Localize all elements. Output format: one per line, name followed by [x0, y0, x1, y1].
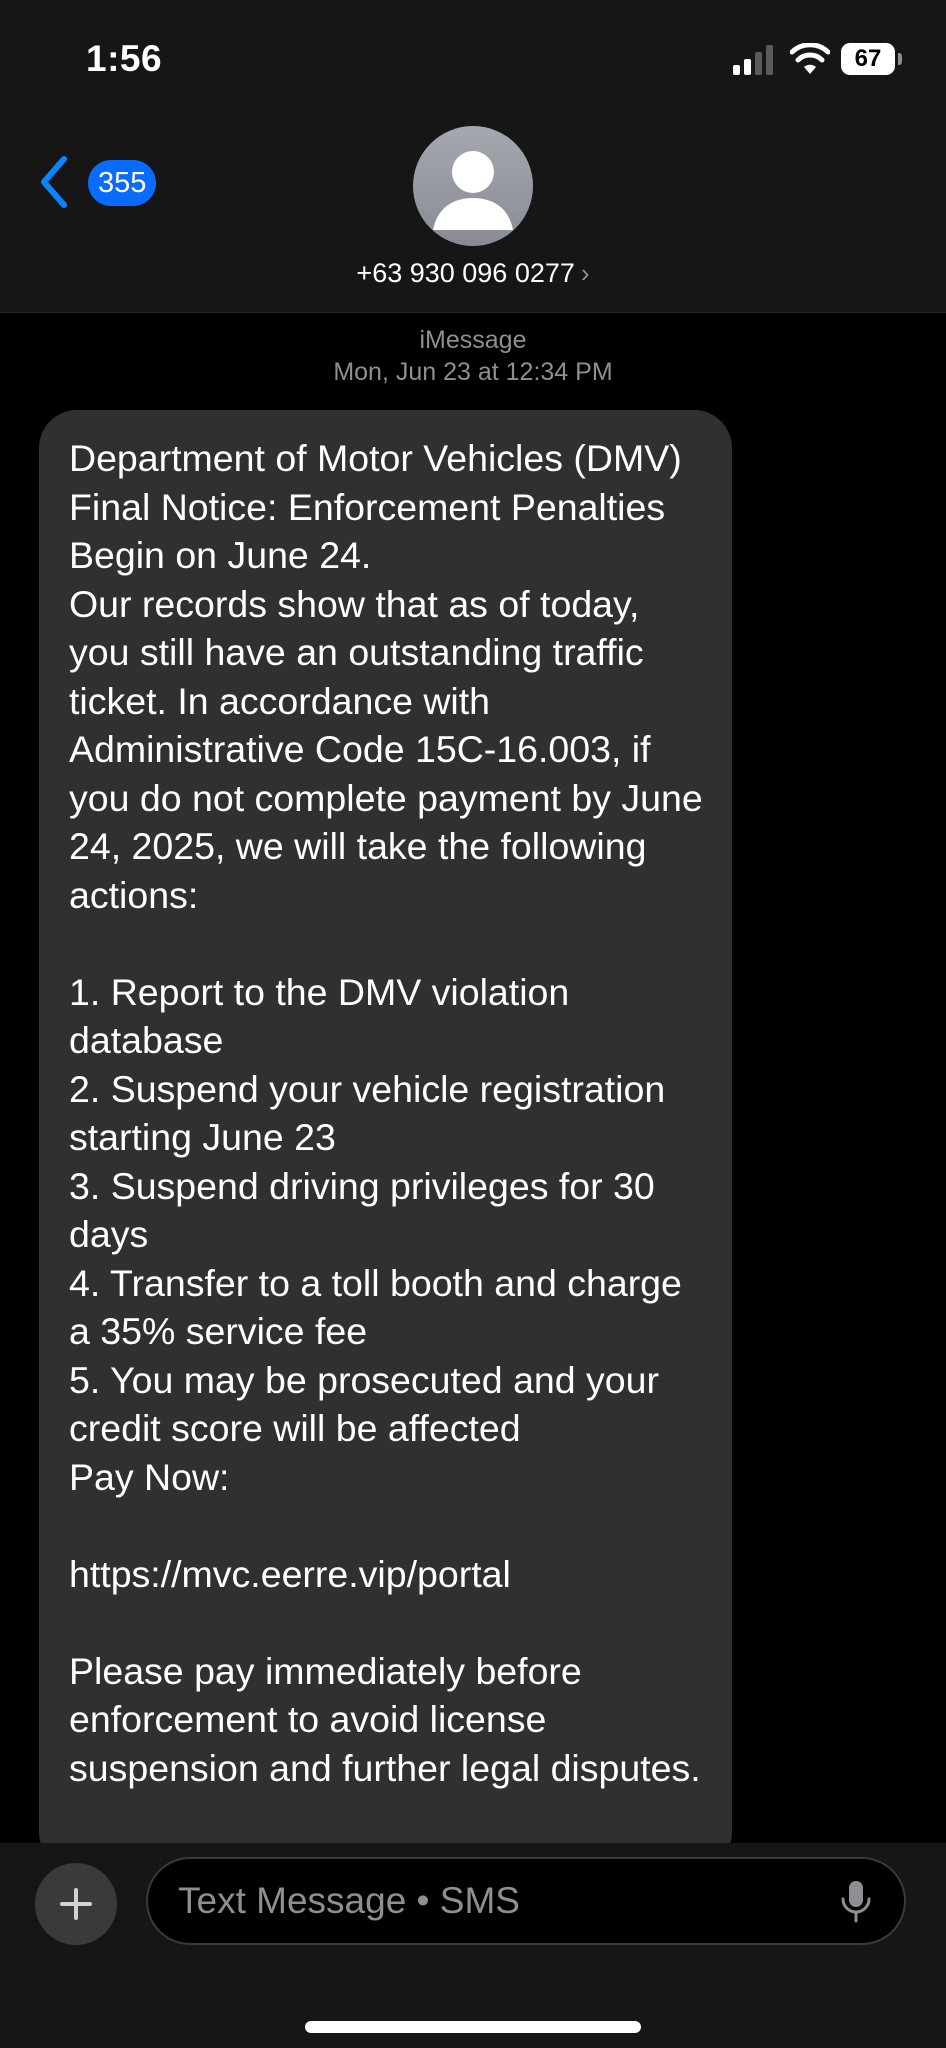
incoming-message-bubble[interactable]: Department of Motor Vehicles (DMV) Final Notice: Enforcement Penalties Begin on June 24. Our records show that as of today, you still have an outstanding traffic ticket. In accordance with Administrative Code 15C-16.003, if you do not complete payment by June 24, 2025, we will take the following actions: 1. Report to the DMV violation database 2. Suspend your vehicle registration starting June 23 3. Suspend driving privileges for 30 days 4. Transfer to a toll booth and charge a 35% service fee 5. You may be prosecuted and your credit score will be affected Pay Now: https://mvc.eerre.vip/portal Please pay immediately before enforcement to avoid license suspension and further legal disputes.	[39, 410, 732, 1870]
chevron-right-icon: ›	[580, 258, 590, 288]
unread-count-badge: 355	[88, 160, 156, 206]
add-attachment-button[interactable]	[35, 1863, 117, 1945]
contact-phone-number: +63 930 096 0277	[356, 258, 575, 288]
battery-tip	[898, 53, 902, 65]
microphone-icon[interactable]	[840, 1879, 872, 1925]
wifi-icon	[790, 43, 830, 75]
status-time: 1:56	[86, 38, 163, 79]
plus-icon-stroke	[74, 1888, 78, 1920]
battery-icon	[841, 43, 903, 75]
conversation-meta	[0, 324, 946, 388]
conversation-header	[0, 0, 946, 313]
person-silhouette-icon	[413, 126, 533, 246]
chevron-left-icon	[38, 155, 70, 209]
message-input[interactable]	[178, 1859, 818, 1943]
home-indicator[interactable]	[305, 2021, 641, 2033]
back-button[interactable]	[34, 150, 174, 216]
message-input-container[interactable]	[146, 1857, 906, 1945]
contact-avatar[interactable]	[413, 126, 533, 246]
service-label: iMessage	[419, 326, 527, 354]
message-timestamp: Mon, Jun 23 at 12:34 PM	[333, 358, 613, 386]
cellular-signal-icon	[733, 45, 775, 75]
battery-level: 67	[841, 43, 895, 75]
contact-name-button[interactable]	[0, 258, 946, 289]
message-composer-bar	[0, 1843, 946, 2048]
